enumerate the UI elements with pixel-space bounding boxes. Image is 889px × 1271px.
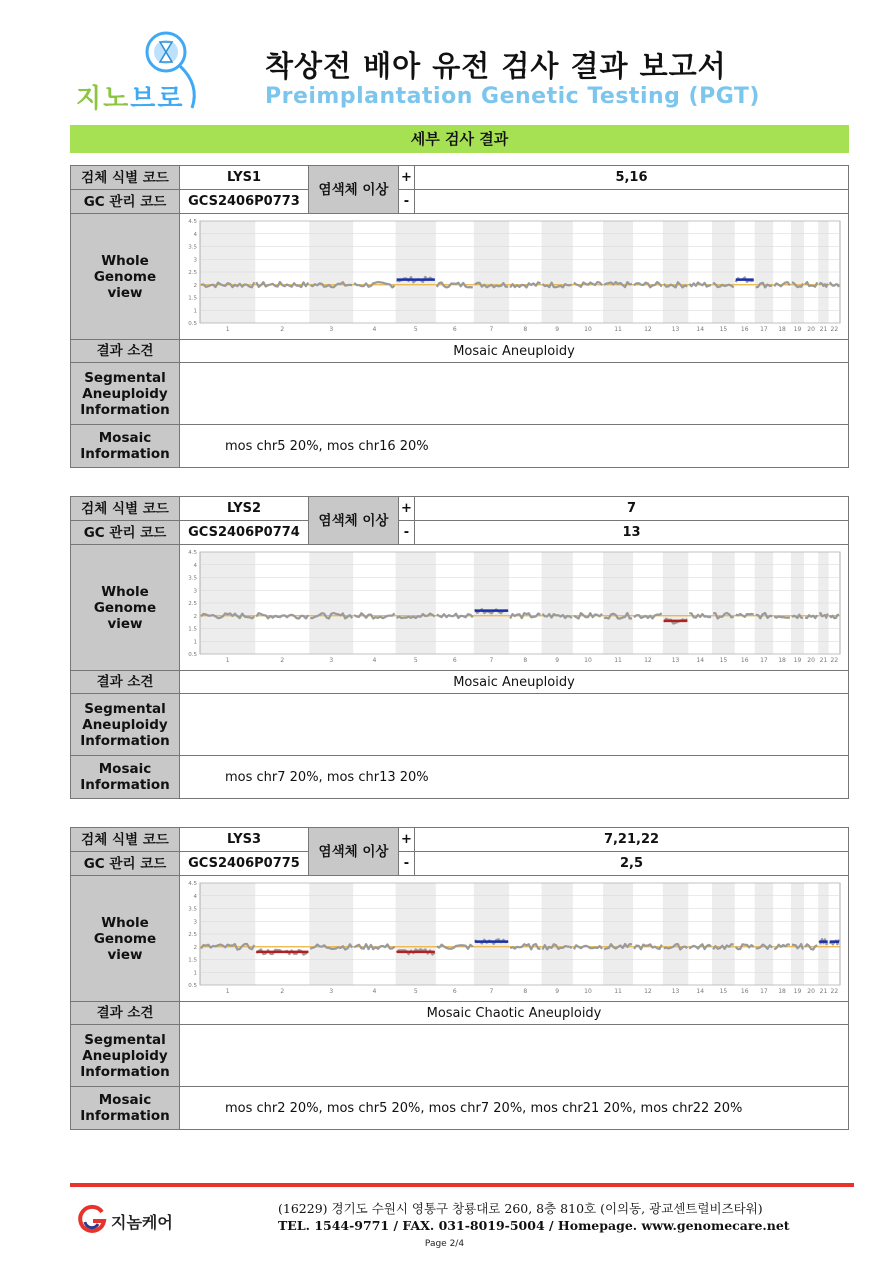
company-name: 지놈케어 [111,1213,173,1232]
x-tick-label: 11 [614,656,622,664]
result-value: Mosaic Chaotic Aneuploidy [180,1002,849,1025]
mosaic-label: Mosaic Information [71,756,180,799]
x-tick-label: 7 [489,325,494,333]
x-tick-label: 16 [740,987,749,995]
x-tick-label: 14 [696,656,705,664]
gc-id: GCS2406P0774 [180,521,309,545]
x-tick-label: 16 [740,325,749,333]
x-tick-label: 6 [452,325,457,333]
section-title: 세부 검사 결과 [70,125,849,153]
gain-chromosomes: 5,16 [415,166,849,190]
gc-id: GCS2406P0773 [180,190,309,214]
x-tick-label: 1 [225,325,230,333]
x-tick-label: 14 [696,325,705,333]
chrom-abnormal-label: 염색체 이상 [309,828,399,876]
result-label: 결과 소견 [71,1002,180,1025]
gc-code-label: GC 관리 코드 [71,190,180,214]
x-tick-label: 21 [819,656,828,664]
mosaic-label: Mosaic Information [71,1087,180,1130]
gain-chromosomes: 7 [415,497,849,521]
x-tick-label: 18 [778,325,786,333]
y-tick-label: 4.5 [188,880,197,887]
y-tick-label: 0.5 [188,651,197,658]
x-tick-label: 11 [614,987,622,995]
footer-divider [70,1183,854,1187]
y-tick-label: 4 [193,231,197,238]
x-tick-label: 21 [819,987,828,995]
mosaic-label: Mosaic Information [71,425,180,468]
gain-sign: + [399,497,415,521]
y-tick-label: 3.5 [188,906,197,912]
x-tick-label: 7 [489,656,494,664]
segmental-label: Segmental Aneuploidy Information [71,363,180,425]
y-tick-label: 1 [193,638,197,645]
result-value: Mosaic Aneuploidy [180,340,849,363]
x-tick-label: 17 [760,987,768,995]
x-tick-label: 5 [413,325,418,333]
loss-chromosomes [415,190,849,214]
loss-sign: - [399,190,415,214]
loss-chromosomes: 2,5 [415,852,849,876]
sample-id: LYS3 [180,828,309,852]
whole-genome-cell [180,214,849,340]
x-tick-label: 4 [372,325,377,333]
genome-chart [180,546,848,670]
copy-number-trace [437,613,473,617]
y-tick-label: 3.5 [188,575,197,581]
segmental-label: Segmental Aneuploidy Information [71,694,180,756]
x-tick-label: 1 [225,987,230,995]
x-tick-label: 22 [830,325,839,333]
y-tick-label: 1.5 [188,626,197,632]
x-tick-label: 17 [760,656,768,664]
y-tick-label: 3 [193,918,197,925]
report-title: 착상전 배아 유전 검사 결과 보고서 [265,49,727,83]
page-number: Page 2/4 [424,1239,465,1249]
sample-record-3 [70,827,849,1130]
x-tick-label: 5 [413,987,418,995]
x-tick-label: 1 [225,656,230,664]
chrom-abnormal-label: 염색체 이상 [309,497,399,545]
y-tick-label: 3 [193,256,197,263]
y-tick-label: 4 [193,562,197,569]
x-tick-label: 4 [372,987,377,995]
x-tick-label: 13 [671,987,680,995]
x-tick-label: 8 [523,656,528,664]
segmental-value [180,694,849,756]
x-tick-label: 22 [830,656,839,664]
y-tick-label: 2 [193,613,197,620]
y-tick-label: 0.5 [188,320,197,327]
y-tick-label: 1.5 [188,295,197,301]
x-tick-label: 8 [523,987,528,995]
address: (16229) 경기도 수원시 영통구 창룡대로 260, 8층 810호 (이의동, 광교센트럴비즈타워) [278,1201,763,1216]
y-tick-label: 2.5 [188,600,197,607]
x-tick-label: 12 [644,987,652,995]
genomecare-logo [76,1203,196,1237]
copy-number-trace [830,282,839,287]
x-tick-label: 10 [584,656,592,664]
y-tick-label: 2.5 [188,269,197,276]
sample-id: LYS1 [180,166,309,190]
gain-sign: + [399,166,415,190]
segmental-label: Segmental Aneuploidy Information [71,1025,180,1087]
x-tick-label: 2 [280,656,285,664]
x-tick-label: 3 [329,987,334,995]
x-tick-label: 22 [830,987,839,995]
footer-contact [278,1200,790,1234]
x-tick-label: 5 [413,656,418,664]
x-tick-label: 15 [719,987,728,995]
x-tick-label: 15 [719,325,728,333]
copy-number-trace [256,613,308,619]
whole-genome-label: Whole Genome view [71,545,180,671]
x-tick-label: 12 [644,325,652,333]
report-subtitle: Preimplantation Genetic Testing (PGT) [265,84,760,109]
mosaic-value: mos chr5 20%, mos chr16 20% [180,425,849,468]
result-label: 결과 소견 [71,340,180,363]
mosaic-value: mos chr7 20%, mos chr13 20% [180,756,849,799]
x-tick-label: 18 [778,987,786,995]
y-tick-label: 3.5 [188,244,197,250]
y-tick-label: 1 [193,969,197,976]
sample-code-label: 검체 식별 코드 [71,497,180,521]
genome-chart [180,215,848,339]
y-tick-label: 0.5 [188,982,197,989]
copy-number-trace [574,945,602,949]
x-tick-label: 11 [614,325,622,333]
chrom-abnormal-label: 염색체 이상 [309,166,399,214]
y-tick-label: 4.5 [188,549,197,556]
x-tick-label: 3 [329,656,334,664]
x-tick-label: 6 [452,656,457,664]
x-tick-label: 13 [671,656,680,664]
x-tick-label: 19 [793,325,802,333]
segmental-value [180,1025,849,1087]
x-tick-label: 9 [555,325,560,333]
x-tick-label: 10 [584,987,592,995]
x-tick-label: 2 [280,987,285,995]
genomecare-g-icon [76,1203,108,1235]
gain-chromosomes: 7,21,22 [415,828,849,852]
gc-code-label: GC 관리 코드 [71,852,180,876]
sample-code-label: 검체 식별 코드 [71,828,180,852]
genome-chart [180,877,848,1001]
segmental-value [180,363,849,425]
sample-code-label: 검체 식별 코드 [71,166,180,190]
mosaic-value: mos chr2 20%, mos chr5 20%, mos chr7 20%, mos chr21 20%, mos chr22 20% [180,1087,849,1130]
sample-record-1 [70,165,849,468]
x-tick-label: 19 [793,656,802,664]
y-tick-label: 2 [193,282,197,289]
x-tick-label: 6 [452,987,457,995]
x-tick-label: 7 [489,987,494,995]
y-tick-label: 2 [193,944,197,951]
logo-wordmark: 지노브로 [76,84,185,114]
x-tick-label: 3 [329,325,334,333]
gc-code-label: GC 관리 코드 [71,521,180,545]
x-tick-label: 14 [696,987,705,995]
result-value: Mosaic Aneuploidy [180,671,849,694]
report-header [0,0,889,125]
x-tick-label: 10 [584,325,592,333]
sample-record-2 [70,496,849,799]
x-tick-label: 12 [644,656,652,664]
x-tick-label: 21 [819,325,828,333]
gain-sign: + [399,828,415,852]
y-tick-label: 1.5 [188,957,197,963]
x-tick-label: 17 [760,325,768,333]
result-label: 결과 소견 [71,671,180,694]
y-tick-label: 3 [193,587,197,594]
gc-id: GCS2406P0775 [180,852,309,876]
y-tick-label: 4.5 [188,218,197,225]
x-tick-label: 9 [555,987,560,995]
x-tick-label: 13 [671,325,680,333]
contact-info: TEL. 1544-9771 / FAX. 031-8019-5004 / Homepage. www.genomecare.net [278,1218,790,1233]
x-tick-label: 18 [778,656,786,664]
x-tick-label: 2 [280,325,285,333]
x-tick-label: 8 [523,325,528,333]
x-tick-label: 4 [372,656,377,664]
y-tick-label: 1 [193,307,197,314]
sample-id: LYS2 [180,497,309,521]
copy-number-trace [774,616,790,617]
loss-chromosomes: 13 [415,521,849,545]
x-tick-label: 20 [807,987,815,995]
loss-sign: - [399,852,415,876]
whole-genome-cell [180,545,849,671]
x-tick-label: 20 [807,325,815,333]
x-tick-label: 19 [793,987,802,995]
x-tick-label: 16 [740,656,749,664]
loss-sign: - [399,521,415,545]
y-tick-label: 2.5 [188,931,197,938]
whole-genome-label: Whole Genome view [71,876,180,1002]
whole-genome-cell [180,876,849,1002]
x-tick-label: 15 [719,656,728,664]
x-tick-label: 20 [807,656,815,664]
y-tick-label: 4 [193,893,197,900]
whole-genome-label: Whole Genome view [71,214,180,340]
x-tick-label: 9 [555,656,560,664]
